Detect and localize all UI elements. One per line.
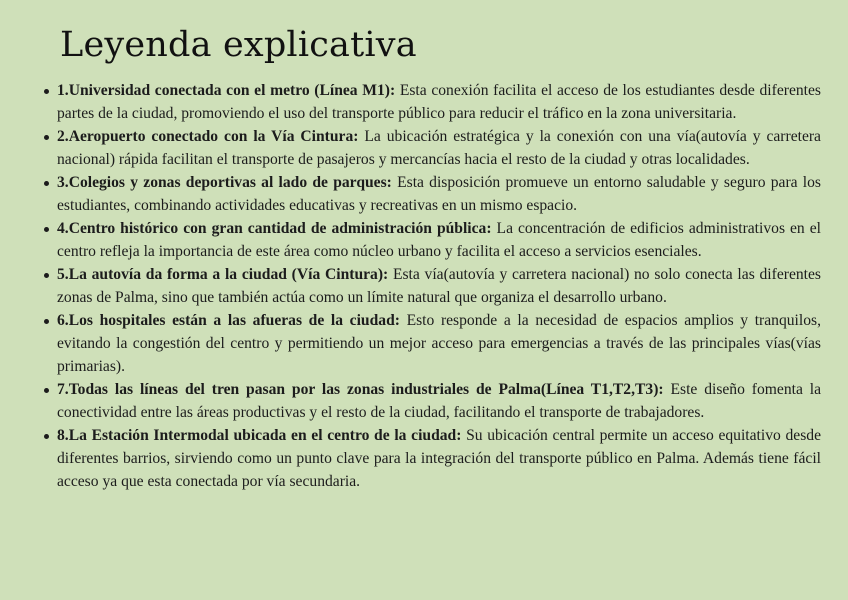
- legend-list: [57, 79, 821, 493]
- bullet-icon: [44, 181, 49, 186]
- bullet-icon: [44, 227, 49, 232]
- legend-item-text: Este diseño fomenta la conectividad entre las áreas productivas y el resto de la ciudad, facilitando el transporte de trabajadores.: [57, 381, 822, 421]
- legend-item-heading: 6.Los hospitales están a las afueras de la ciudad:: [57, 312, 400, 329]
- legend-item-autovia: [57, 263, 821, 309]
- legend-item-heading: 7.Todas las líneas del tren pasan por las zonas industriales de Palma(Línea T1,T2,T3):: [57, 381, 664, 398]
- legend-item-text: La concentración de edificios administrativos en el centro refleja la importancia de este área como núcleo urbano y facilita el acceso a servicios esenciales.: [57, 220, 821, 260]
- legend-item-tren: [57, 378, 821, 424]
- legend-item-aeropuerto: [57, 125, 821, 171]
- page-title: Leyenda explicativa: [60, 25, 417, 65]
- legend-item-hospitales: [57, 309, 821, 378]
- legend-item-heading: 3.Colegios y zonas deportivas al lado de parques:: [57, 174, 392, 191]
- legend-item-text: Esta vía(autovía y carretera nacional) no solo conecta las diferentes zonas de Palma, sino que también actúa como un límite natural que organiza el desarrollo urbano.: [57, 266, 821, 306]
- legend-item-heading: 4.Centro histórico con gran cantidad de administración pública:: [57, 220, 492, 237]
- legend-item-colegios: [57, 171, 821, 217]
- legend-item-heading: 2.Aeropuerto conectado con la Vía Cintura:: [57, 128, 359, 145]
- bullet-icon: [44, 388, 49, 393]
- legend-item-heading: 1.Universidad conectada con el metro (Línea M1):: [57, 82, 396, 99]
- bullet-icon: [44, 434, 49, 439]
- legend-item-heading: 8.La Estación Intermodal ubicada en el centro de la ciudad:: [57, 427, 462, 444]
- legend-item-heading: 5.La autovía da forma a la ciudad (Vía Cintura):: [57, 266, 389, 283]
- legend-item-text: Su ubicación central permite un acceso equitativo desde diferentes barrios, sirviendo como un punto clave para la integración del transporte público en Palma. Además tiene fácil acceso ya que esta conectada por vía secundaria.: [57, 427, 821, 490]
- bullet-icon: [44, 319, 49, 324]
- bullet-icon: [44, 135, 49, 140]
- legend-item-text: Esto responde a la necesidad de espacios amplios y tranquilos, evitando la congestión del centro y permitiendo un mejor acceso para emergencias a través de las principales vías(vías primarias).: [57, 312, 821, 375]
- legend-item-centro-historico: [57, 217, 821, 263]
- bullet-icon: [44, 273, 49, 278]
- legend-item-estacion-intermodal: [57, 424, 821, 493]
- legend-item-text: Esta conexión facilita el acceso de los estudiantes desde diferentes partes de la ciudad, promoviendo el uso del transporte público para reducir el tráfico en la zona universitaria.: [57, 82, 821, 122]
- legend-item-text: Esta disposición promueve un entorno saludable y seguro para los estudiantes, combinando actividades educativas y recreativas en un mismo espacio.: [57, 174, 821, 214]
- legend-item-text: La ubicación estratégica y la conexión con una vía(autovía y carretera nacional) rápida facilitan el transporte de pasajeros y mercancías hacia el resto de la ciudad y otras localidades.: [57, 128, 821, 168]
- legend-item-universidad: [57, 79, 821, 125]
- bullet-icon: [44, 89, 49, 94]
